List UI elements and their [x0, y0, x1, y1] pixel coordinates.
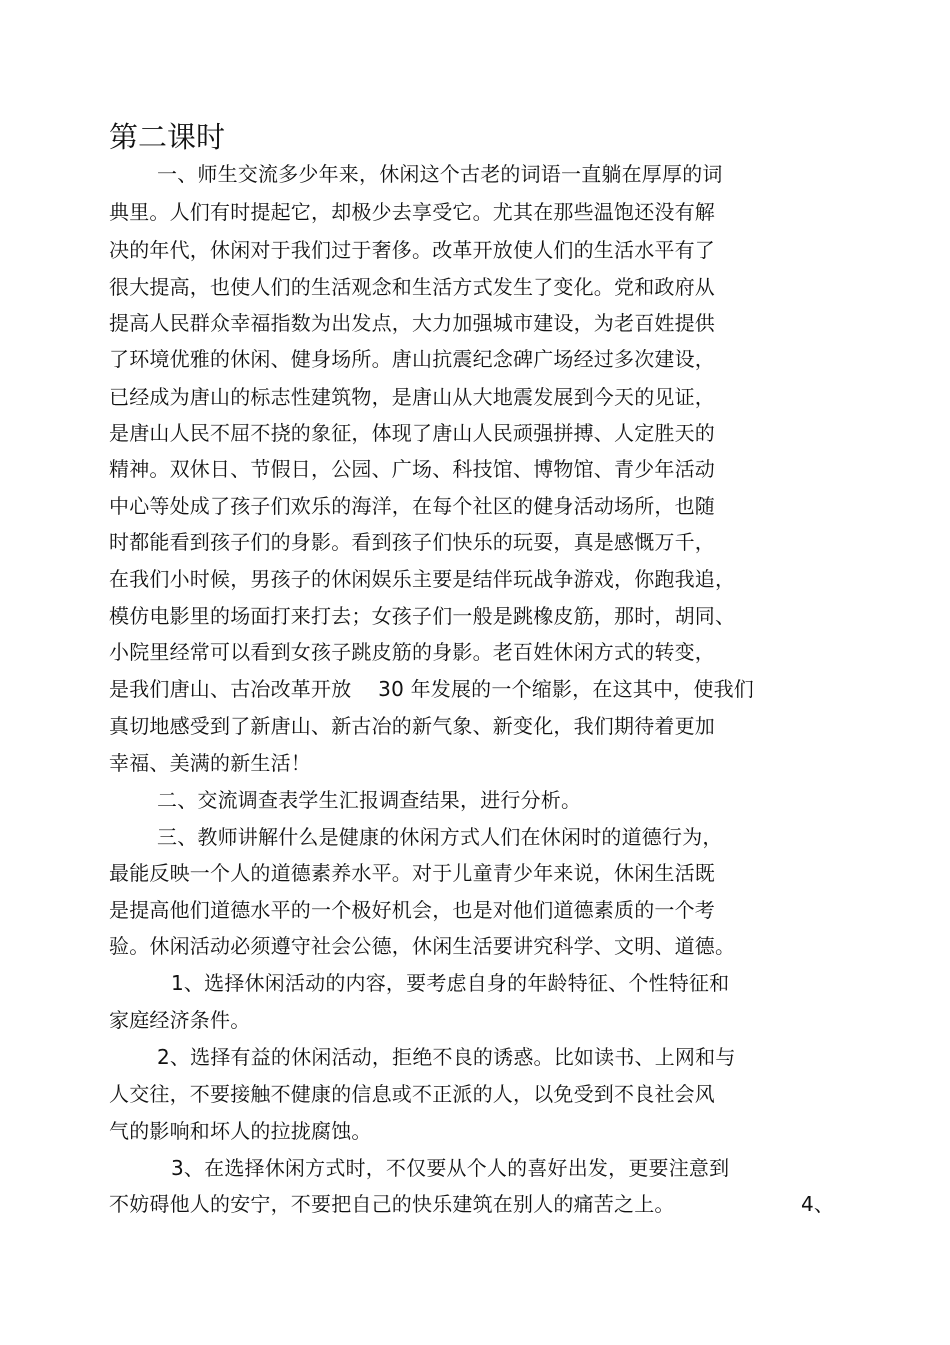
text-line: 最能反映一个人的道德素养水平。对于儿童青少年来说，休闲生活既 [109, 861, 715, 885]
text-line: 1、选择休闲活动的内容，要考虑自身的年龄特征、个性特征和 [171, 971, 730, 995]
text-line: 气的影响和坏人的拉拢腐蚀。 [109, 1119, 372, 1143]
text-line: 中心等处成了孩子们欢乐的海洋，在每个社区的健身活动场所，也随 [109, 494, 715, 518]
text-line: 幸福、美满的新生活！ [109, 751, 311, 775]
text-line: 家庭经济条件。 [109, 1008, 251, 1032]
text-line: 模仿电影里的场面打来打去；女孩子们一般是跳橡皮筋，那时，胡同、 [109, 604, 736, 628]
text-line: 人交往，不要接触不健康的信息或不正派的人，以免受到不良社会风 [109, 1082, 715, 1106]
text-line: 典里。人们有时提起它，却极少去享受它。尤其在那些温饱还没有解 [109, 200, 715, 224]
text-line: 4、 [801, 1192, 835, 1216]
page-title: 第二课时 [109, 120, 226, 154]
text-line: 真切地感受到了新唐山、新古冶的新气象、新变化，我们期待着更加 [109, 714, 715, 738]
text-line: 2、选择有益的休闲活动，拒绝不良的诱惑。比如读书、上网和与 [157, 1045, 736, 1069]
text-line: 小院里经常可以看到女孩子跳皮筋的身影。老百姓休闲方式的转变， [109, 640, 715, 664]
text-line: 是唐山人民不屈不挠的象征，体现了唐山人民顽强拼搏、人定胜天的 [109, 421, 715, 445]
text-line: 提高人民群众幸福指数为出发点，大力加强城市建设，为老百姓提供 [109, 311, 715, 335]
text-line: 了环境优雅的休闲、健身场所。唐山抗震纪念碑广场经过多次建设， [109, 347, 715, 371]
text-line: 是提高他们道德水平的一个极好机会，也是对他们道德素质的一个考 [109, 898, 715, 922]
text-line: 3、在选择休闲方式时，不仅要从个人的喜好出发，更要注意到 [171, 1156, 730, 1180]
text-line: 决的年代，休闲对于我们过于奢侈。改革开放使人们的生活水平有了 [109, 238, 715, 262]
text-line: 时都能看到孩子们的身影。看到孩子们快乐的玩耍，真是感慨万千， [109, 530, 715, 554]
text-line: 不妨碍他人的安宁，不要把自己的快乐建筑在别人的痛苦之上。 [109, 1192, 675, 1216]
text-line: 是我们唐山、古冶改革开放 30 年发展的一个缩影，在这其中，使我们 [109, 677, 754, 701]
text-line: 一、师生交流多少年来，休闲这个古老的词语一直躺在厚厚的词 [157, 162, 723, 186]
text-line: 二、交流调查表学生汇报调查结果，进行分析。 [157, 788, 582, 812]
text-line: 三、教师讲解什么是健康的休闲方式人们在休闲时的道德行为， [157, 825, 723, 849]
text-line: 验。休闲活动必须遵守社会公德，休闲生活要讲究科学、文明、道德。 [109, 934, 736, 958]
text-line: 在我们小时候，男孩子的休闲娱乐主要是结伴玩战争游戏，你跑我追， [109, 567, 736, 591]
text-line: 已经成为唐山的标志性建筑物，是唐山从大地震发展到今天的见证， [109, 385, 715, 409]
text-line: 精神。双休日、节假日，公园、广场、科技馆、博物馆、青少年活动 [109, 457, 715, 481]
text-line: 很大提高，也使人们的生活观念和生活方式发生了变化。党和政府从 [109, 275, 715, 299]
